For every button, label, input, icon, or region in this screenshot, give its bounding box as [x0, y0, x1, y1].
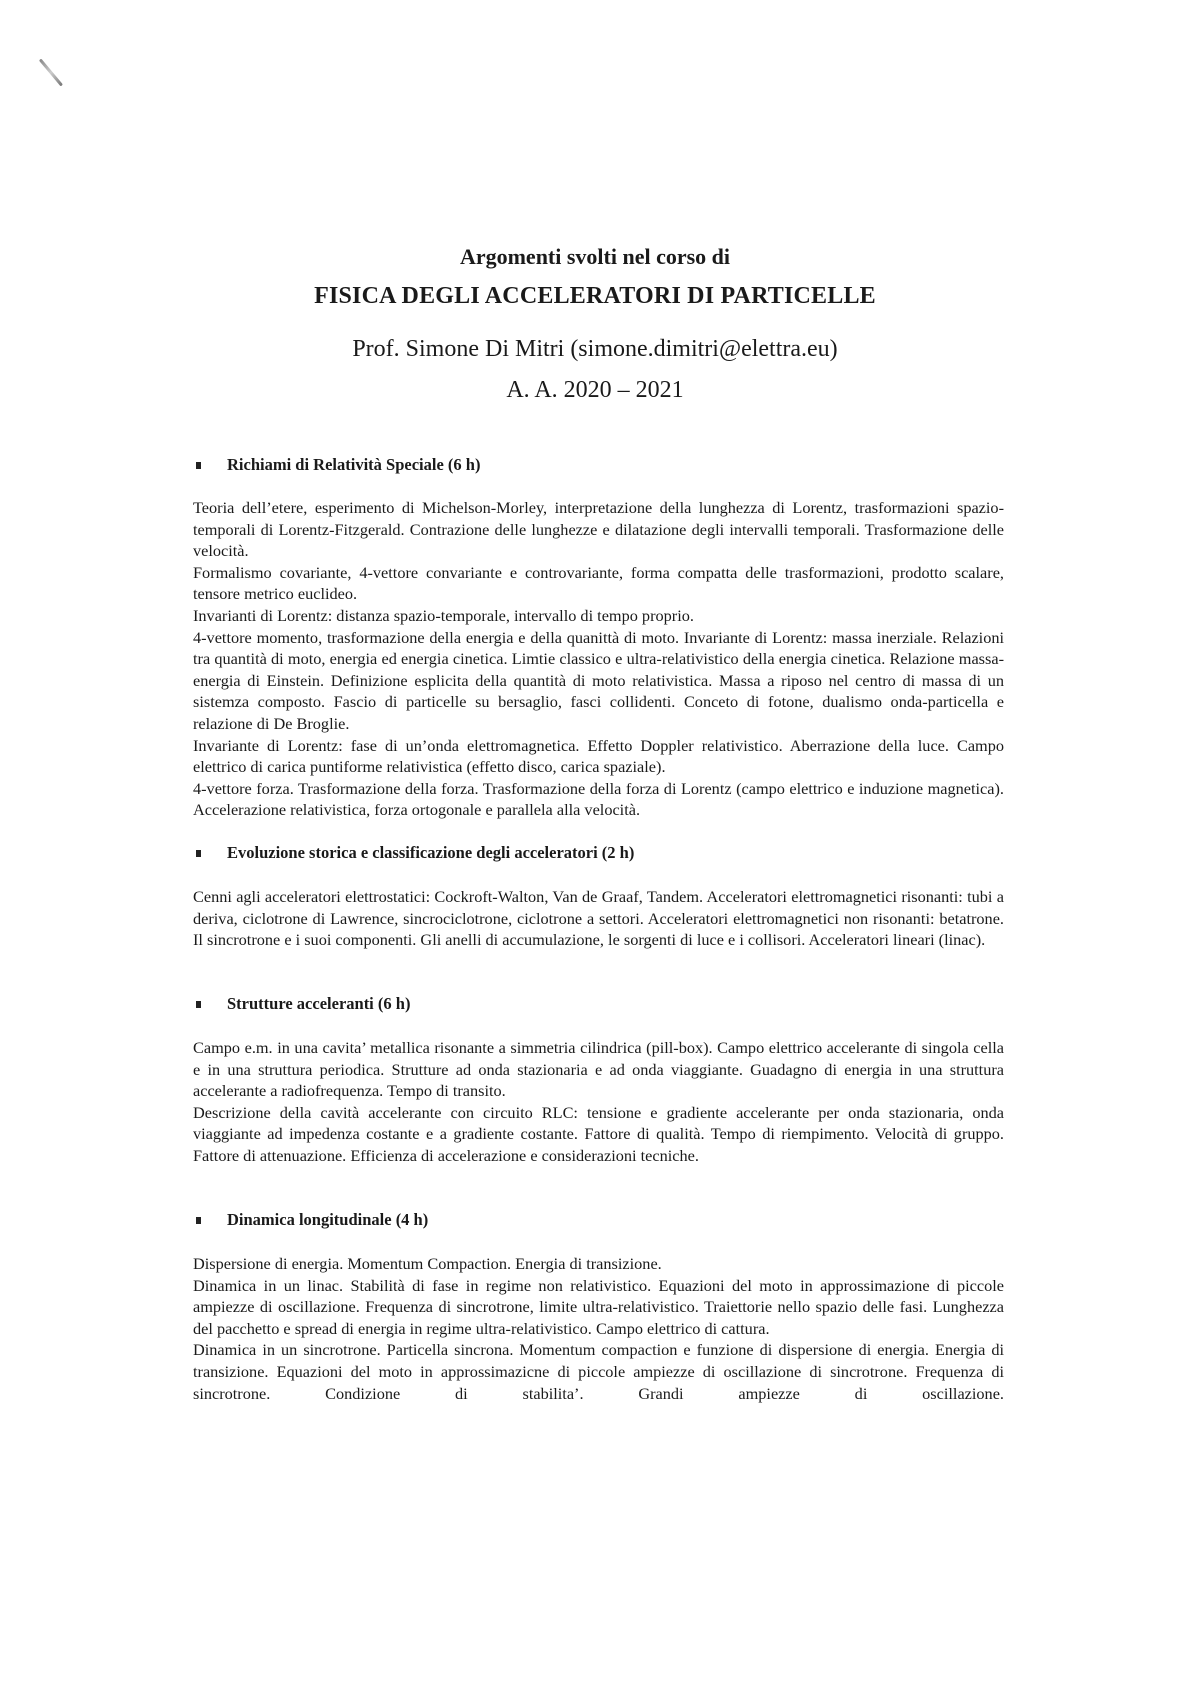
paragraph: 4-vettore momento, trasformazione della energia e della quanittà di moto. Invariante di Lorentz: massa inerziale. Relazioni tra quantità di moto, energia ed energia cinetica. Limtie classico e ultra-relativistico della energia cinetica. Relazione massa-energia di Einstein. Definizione esplicita della quantità di moto relativistica. Massa a riposo nel centro di massa di un sistemza composto. Fascio di particelle su bersaglio, fasci collidenti. Conceto di fotone, dualismo onda-particella e relazione di De Broglie. — [193, 627, 1004, 733]
section-body-evoluzione — [193, 886, 1004, 951]
paragraph: Cenni agli acceleratori elettrostatici: Cockroft-Walton, Van de Graaf, Tandem. Acceleratori elettromagnetici risonanti: tubi a deriva, ciclotrone di Lawrence, sincrociclotrone, ciclotrone a settori. Acceleratori elettromagnetici non risonanti: betatrone. Il sincrotrone e i suoi componenti. Gli anelli di accumulazione, le sorgenti di luce e i collisori. Acceleratori lineari (linac). — [193, 887, 1004, 950]
bullet-icon — [196, 850, 201, 857]
header-intro: Argomenti svolti nel corso di — [459, 244, 731, 269]
section-title: Evoluzione storica e classificazione degli acceleratori (2 h) — [227, 843, 635, 862]
section-body-relativita — [193, 497, 1004, 821]
paragraph: Invarianti di Lorentz: distanza spazio-temporale, intervallo di tempo proprio. — [193, 605, 694, 625]
section-title: Dinamica longitudinale (4 h) — [227, 1210, 429, 1229]
paragraph: Dispersione di energia. Momentum Compaction. Energia di transizione. — [193, 1254, 662, 1273]
bullet-icon — [196, 462, 201, 469]
paragraph: Descrizione della cavità accelerante con circuito RLC: tensione e gradiente accelerante per onda stazionaria, onda viaggiante ad impedenza costante e a gradiente costante. Fattore di qualità. Tempo di riempimento. Velocità di gruppo. Fattore di attenuazione. Efficienza di accelerazione e considerazioni tecniche. — [193, 1102, 1004, 1165]
section-heading-dinamica — [196, 1210, 428, 1230]
paragraph: Invariante di Lorentz: fase di un’onda elettromagnetica. Effetto Doppler relativistico. Aberrazione della luce. Campo elettrico di carica puntiforme relativistica (effetto disco, carica spaziale). — [193, 735, 1004, 777]
section-heading-evoluzione — [196, 843, 634, 863]
bullet-icon — [196, 1001, 201, 1008]
staple-mark — [39, 59, 63, 87]
professor-line: Prof. Simone Di Mitri (simone.dimitri@elettra.eu) — [352, 336, 838, 362]
course-title: FISICA DEGLI ACCELERATORI DI PARTICELLE — [314, 283, 876, 309]
academic-year: A. A. 2020 – 2021 — [506, 377, 684, 403]
paragraph: Teoria dell’etere, esperimento di Michelson-Morley, interpretazione della lunghezza di Lorentz, trasformazioni spazio-temporali di Lorentz-Fitzgerald. Contrazione delle lunghezze e dilatazione degli intervalli temporali. Trasformazione delle velocità. — [193, 498, 1004, 561]
paragraph: Dinamica in un sincrotrone. Particella sincrona. Momentum compaction e funzione di dispersione di energia. Energia di transizione. Equazioni del moto in approssimazicne di piccole ampiezze di oscillazione di sincrotrone. Frequenza di sincrotrone. Condizione di stabilita’. Grandi ampiezze di oscillazione. — [193, 1340, 1004, 1403]
section-heading-relativita — [196, 455, 480, 475]
bullet-icon — [196, 1217, 201, 1224]
paragraph: Dinamica in un linac. Stabilità di fase in regime non relativistico. Equazioni del moto in approssimazione di piccole ampiezze di oscillazione. Frequenza di sincrotrone, limite ultra-relativistico. Traiettorie nello spazio delle fasi. Lunghezza del pacchetto e spread di energia in regime ultra-relativistico. Campo elettrico di cattura. — [193, 1275, 1004, 1338]
paragraph: 4-vettore forza. Trasformazione della forza. Trasformazione della forza di Lorentz (campo elettrico e induzione magnetica). Accelerazione relativistica, forza ortogonale e parallela alla velocità. — [193, 778, 1004, 820]
section-body-strutture — [193, 1037, 1004, 1167]
paragraph: Formalismo covariante, 4-vettore convariante e controvariante, forma compatta delle trasformazioni, prodotto scalare, tensore metrico euclideo. — [193, 562, 1004, 604]
section-body-dinamica — [193, 1253, 1004, 1404]
section-title: Richiami di Relatività Speciale (6 h) — [227, 455, 481, 474]
section-title: Strutture acceleranti (6 h) — [227, 994, 411, 1013]
section-heading-strutture — [196, 994, 410, 1014]
paragraph: Campo e.m. in una cavita’ metallica risonante a simmetria cilindrica (pill-box). Campo elettrico accelerante di singola cella e in una struttura periodica. Strutture ad onda stazionaria e ad onda viaggiante. Guadagno di energia in una struttura accelerante a radiofrequenza. Tempo di transito. — [193, 1038, 1004, 1101]
